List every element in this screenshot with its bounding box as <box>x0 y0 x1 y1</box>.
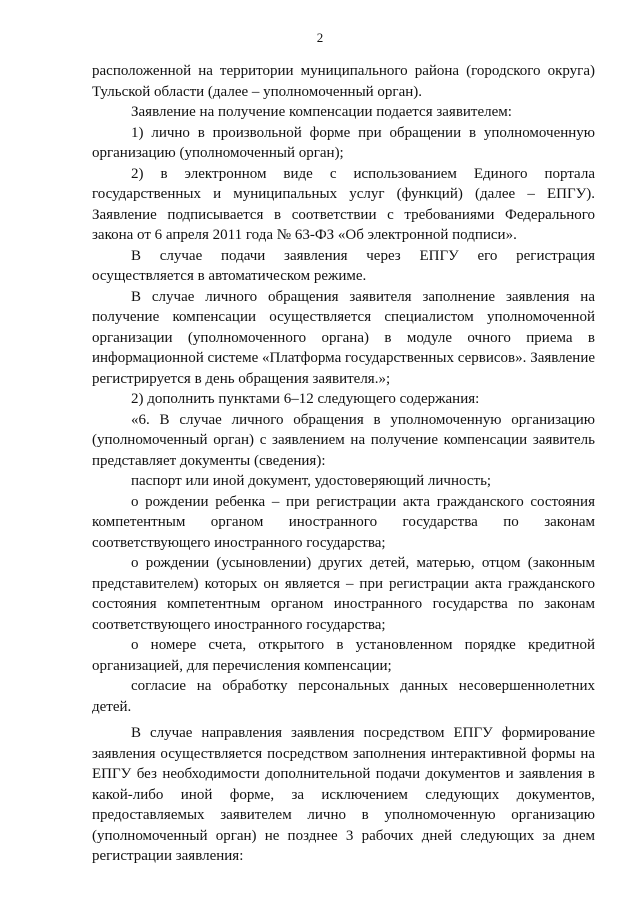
document-body <box>92 61 595 867</box>
paragraph-7: 2) дополнить пунктами 6–12 следующего содержания: <box>131 391 480 407</box>
paragraph-2: Заявление на получение компенсации подается заявителем: <box>131 104 512 120</box>
paragraph-9: паспорт или иной документ, удостоверяющий личность; <box>131 473 492 489</box>
paragraph-1: расположенной на территории муниципального района (городского округа) Тульской области (далее – уполномоченный орган). <box>92 63 595 100</box>
paragraph-5: В случае подачи заявления через ЕПГУ его регистрация осуществляется в автоматическом режиме. <box>92 247 595 284</box>
page-number: 2 <box>316 30 324 45</box>
paragraph-11: о рождении (усыновлении) других детей, матерью, отцом (законным представителем) которых он является – при регистрации акта гражданского состояния компетентным органом иностранного государства по законам соответствующего иностранного государства; <box>92 555 595 633</box>
paragraph-8: «6. В случае личного обращения в уполномоченную организацию (уполномоченный орган) с заявлением на получение компенсации заявитель представляет документы (сведения): <box>92 411 595 469</box>
paragraph-10: о рождении ребенка – при регистрации акта гражданского состояния компетентным органом иностранного государства по законам соответствующего иностранного государства; <box>92 493 595 551</box>
paragraph-13: согласие на обработку персональных данных несовершеннолетних детей. <box>92 678 595 715</box>
paragraph-14: В случае направления заявления посредством ЕПГУ формирование заявления осуществляется посредством заполнения интерактивной формы на ЕПГУ без необходимости дополнительной подачи документов и заявления в какой-либо иной форме, за исключением следующих документов, предоставляемых заявителем лично в уполномоченную организацию (уполномоченный орган) не позднее 3 рабочих дней следующих за днем регистрации заявления: <box>92 725 595 864</box>
paragraph-6: В случае личного обращения заявителя заполнение заявления на получение компенсации осуществляется специалистом уполномоченной организации (уполномоченного органа) в модуле очного приема в информационной системе «Платформа государственных сервисов». Заявление регистрируется в день обращения заявителя.»; <box>92 288 595 387</box>
paragraph-3: 1) лично в произвольной форме при обращении в уполномоченную организацию (уполномоченный орган); <box>92 124 595 161</box>
paragraph-4: 2) в электронном виде с использованием Единого портала государственных и муниципальных услуг (функций) (далее – ЕПГУ). Заявление подписывается в соответствии с требованиями Федерального закона от 6 апреля 2011 года № 63-ФЗ «Об электронной подписи». <box>92 165 595 243</box>
paragraph-12: о номере счета, открытого в установленном порядке кредитной организацией, для перечисления компенсации; <box>92 637 595 674</box>
